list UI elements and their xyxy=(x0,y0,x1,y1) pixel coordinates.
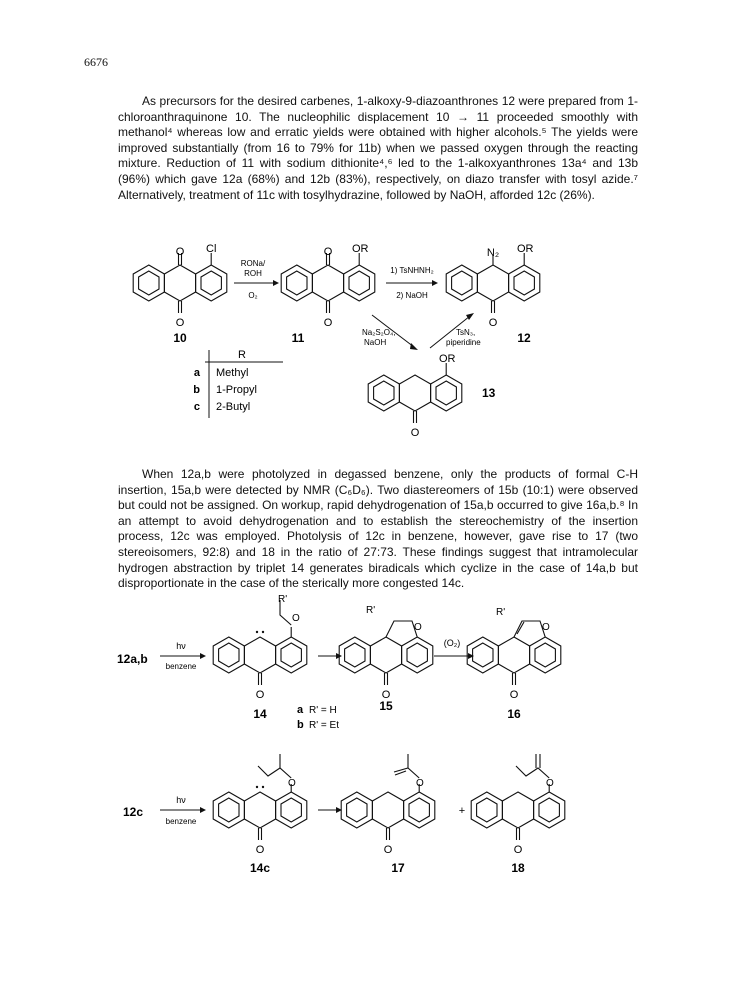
ether-o-label: O xyxy=(292,613,300,624)
substituent-n2: N₂ xyxy=(486,247,500,259)
substituent-or: OR xyxy=(517,243,534,255)
carbonyl-o-label: O xyxy=(509,689,519,701)
compound-13-structure xyxy=(368,363,462,423)
solvent-label: benzene xyxy=(165,662,197,671)
compound-16-label: 16 xyxy=(507,707,521,721)
substituent-table xyxy=(193,349,283,418)
r-prime-label: R' xyxy=(366,605,376,616)
carbonyl-o-label: O xyxy=(381,689,391,701)
carbonyl-o-label: O xyxy=(323,246,333,258)
r-prime-label: R' xyxy=(278,594,288,605)
plus-sign: + xyxy=(458,805,466,817)
compound-18-structure xyxy=(471,754,565,840)
compound-14c-label: 14c xyxy=(249,861,271,875)
substituent-or: OR xyxy=(352,243,369,255)
compound-14-label: 14 xyxy=(253,707,267,721)
paragraph-2-text: When 12a,b were photolyzed in degassed benzene, only the products of formal C-H insertion, 15a,b were detected by NMR (C₆D₆). Two diastereomers of 15b (10:1) were observed but could not be assigned. On workup, rapid dehydrogenation of 15a,b occurred to give 16a,b.⁸ In an attempt to avoid dehydrogenation and to establish the stereochemistry of the insertion process, 12c was employed. Photolysis of 12c in benzene, however, gave rise to 17 (two stereoisomers, 92:8) and 18 in the ratio of 27:73. These findings suggest that intramolecular hydrogen abstraction by triplet 14 generates biradicals which cyclize in the case of 14a,b but disproportionate in the case of the sterically more congested 14c. xyxy=(118,467,638,591)
table-row-value: 1-Propyl xyxy=(216,384,257,396)
compound-12-label: 12 xyxy=(517,331,531,345)
carbonyl-o-label: O xyxy=(488,317,498,329)
carbonyl-o-label: O xyxy=(255,844,265,856)
substituent-or: OR xyxy=(439,353,456,365)
definition-a-key: a xyxy=(297,704,304,716)
compound-11-label: 11 xyxy=(291,331,305,345)
reagent-3-line2: NaOH xyxy=(364,338,387,347)
ether-o-label: O xyxy=(414,622,422,633)
r-prime-label: R' xyxy=(496,607,506,618)
starting-material-12c: 12c xyxy=(123,805,144,819)
table-row-value: 2-Butyl xyxy=(216,401,251,413)
definition-a-text: R' = H xyxy=(309,705,337,716)
table-header-r: R xyxy=(238,349,246,361)
reagent-1-line3: O₂ xyxy=(248,291,258,300)
table-row-value: Methyl xyxy=(216,367,249,379)
compound-17-structure xyxy=(341,754,435,840)
solvent-label: benzene xyxy=(165,817,197,826)
carbonyl-o-label: O xyxy=(255,689,265,701)
arrow-head xyxy=(200,807,206,813)
ether-o-label: O xyxy=(288,778,296,789)
page-number: 6676 xyxy=(84,55,108,69)
compound-13-label: 13 xyxy=(482,386,496,400)
compound-15-label: 15 xyxy=(379,699,393,713)
arrow-head xyxy=(466,313,474,320)
table-row-key: a xyxy=(193,367,200,379)
compound-10-label: 10 xyxy=(173,331,187,345)
carbonyl-o-label: O xyxy=(175,317,185,329)
ether-o-label: O xyxy=(546,778,554,789)
carbonyl-o-label: O xyxy=(175,246,185,258)
definition-b-key: b xyxy=(297,719,304,731)
reagent-2-line2: 2) NaOH xyxy=(396,291,428,300)
compound-18-label: 18 xyxy=(511,861,525,875)
compound-14c-structure xyxy=(213,754,307,840)
reagent-1-line2: ROH xyxy=(244,269,262,278)
compound-12-structure xyxy=(446,253,540,313)
o2-label: (O₂) xyxy=(443,638,461,648)
starting-material-12ab: 12a,b xyxy=(117,652,148,666)
arrow-head xyxy=(273,280,279,286)
hv-label: hν xyxy=(176,641,186,651)
compound-10-structure xyxy=(133,253,227,313)
compound-11-structure xyxy=(281,253,375,313)
reagent-3-line1: Na₂S₂O₄, xyxy=(362,328,396,337)
ether-o-label: O xyxy=(416,778,424,789)
table-row-key: b xyxy=(193,384,200,396)
reagent-4-line1: TsN₃, xyxy=(456,328,476,337)
furan-o-label: O xyxy=(542,622,550,633)
carbonyl-o-label: O xyxy=(513,844,523,856)
substituent-cl: Cl xyxy=(206,243,217,255)
table-row-key: c xyxy=(193,401,200,413)
reagent-2-line1: 1) TsNHNH₂ xyxy=(390,266,434,275)
arrow-head xyxy=(432,280,438,286)
paragraph-1-text: As precursors for the desired carbenes, 1-alkoxy-9-diazoanthrones 12 were prepared from 1-chloroanthraquinone 10. The nucleophilic displacement 10 → 11 proceeded smoothly with methanol⁴ whereas low and erratic yields were obtained with higher alcohols.⁵ The yields were improved substantially (from 16 to 79% for 11b) when we passed oxygen through the reacting mixture. Reduction of 11 with sodium dithionite⁴,⁶ led to the 1-alkoxyanthrones 13a⁴ and 13b (96%) which gave 12a (68%) and 12b (83%), respectively, on diazo transfer with tosyl azide.⁷ Alternatively, treatment of 11c with tosylhydrazine, followed by NaOH, afforded 12c (26%). xyxy=(118,94,638,202)
carbonyl-o-label: O xyxy=(410,427,420,439)
reagent-1-line1: RONa/ xyxy=(240,259,266,268)
compound-17-label: 17 xyxy=(391,861,405,875)
reagent-4-line2: piperidine xyxy=(446,338,481,347)
definition-b-text: R' = Et xyxy=(309,720,339,731)
hv-label: hν xyxy=(176,795,186,805)
carbonyl-o-label: O xyxy=(323,317,333,329)
carbonyl-o-label: O xyxy=(383,844,393,856)
arrow-head xyxy=(410,343,418,350)
arrow-head xyxy=(200,653,206,659)
